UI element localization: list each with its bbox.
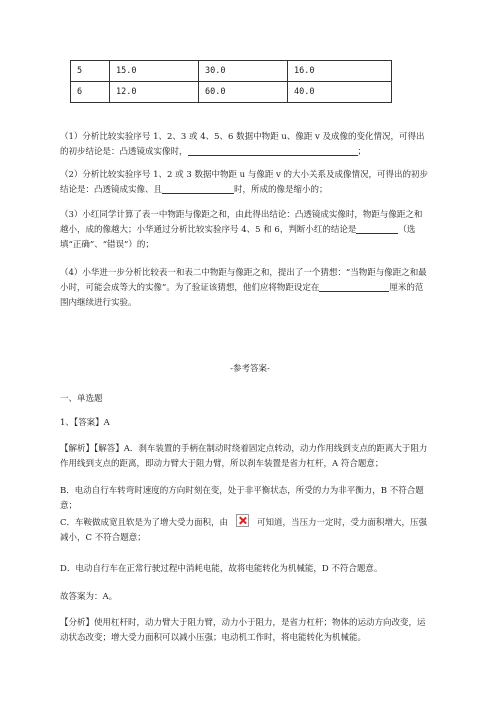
answer-blank (356, 223, 398, 234)
section-heading: 一、单选题 (60, 394, 103, 404)
table-cell: 30.0 (199, 61, 288, 82)
question-2-end: 时，所成的像是缩小的； (234, 185, 328, 195)
table-row (71, 82, 392, 103)
answer-blank (319, 281, 389, 292)
table-cell: 6 (71, 82, 110, 103)
question-1-text: （1）分析比较实验序号 1、2、3 或 4、5、6 数据中物距 u、像距 v 及成像的变化情况，可得出的初步结论是：凸透镜成实像时， (60, 132, 425, 157)
analysis-b: B．电动自行车转弯时速度的方向时刻在变，处于非平衡状态，所受的力为非平衡力，B 不符合题意； (60, 486, 424, 511)
answer-blank (188, 145, 358, 156)
analysis-summary: 【分析】使用杠杆时，动力臂大于阻力臂，动力小于阻力，是省力杠杆；物体的运动方向改变，运动状态改变；增大受力面积可以减小压强；电动机工作时，将电能转化为机械能。 (60, 618, 426, 643)
analysis-c (60, 514, 430, 546)
analysis-c-part1: C．车鞍做成宽且软是为了增大受力面积，由 (60, 518, 229, 528)
question-2-text: （2）分析比较实验序号 1、2 或 3 数据中物距 u 与像距 v 的大小关系及成像情况，可得出的初步结论是：凸透镜成实像、且 (60, 170, 429, 195)
answer-item-1: 1、【答案】A (60, 418, 110, 428)
question-1-end: ； (357, 147, 367, 157)
answer-blank (162, 183, 234, 194)
broken-image-icon (236, 514, 249, 527)
question-4-end: 厘米的范围内继续进行实验。 (60, 283, 424, 308)
data-table (70, 60, 392, 103)
table-cell: 15.0 (110, 61, 199, 82)
question-3 (60, 208, 430, 253)
table-cell: 60.0 (199, 82, 288, 103)
question-3-end: （选填“正确”、“错误”）的； (60, 225, 416, 250)
question-4-text: （4）小华进一步分析比较表一和表二中物距与像距之和，提出了一个猜想：“当物距与像距之和最小时，可能会成等大的实像”。为了验证该猜想，他们应将物距设定在 (60, 268, 427, 293)
analysis-d: D．电动自行车在正常行驶过程中消耗电能，故将电能转化为机械能，D 不符合题意。 (60, 564, 383, 574)
table-row (71, 61, 392, 82)
table-cell: 16.0 (288, 61, 392, 82)
question-1 (60, 130, 430, 160)
conclusion: 故答案为：A。 (60, 592, 118, 602)
question-3-text: （3）小红同学计算了表一中物距与像距之和，由此得出结论：凸透镜成实像时，物距与像距之和越小，成的像越大；小华通过分析比较实验序号 4、5 和 6，判断小红的结论是 (60, 210, 423, 235)
table-cell: 5 (71, 61, 110, 82)
question-4 (60, 266, 430, 311)
table-cell: 12.0 (110, 82, 199, 103)
analysis-a: 【解析】【解答】A．刹车装置的手柄在制动时绕着固定点转动，动力作用线到支点的距离大于阻力作用线到支点的距离，即动力臂大于阻力臂，所以刹车装置是省力杠杆，A 符合题意； (60, 444, 428, 469)
analysis-c-part2: 可知道，当压力一定时，受力面积增大，压强减小，C 不符合题意； (60, 518, 428, 543)
question-2 (60, 168, 430, 198)
table-cell: 40.0 (288, 82, 392, 103)
answer-title: -参考答案- (230, 364, 270, 374)
